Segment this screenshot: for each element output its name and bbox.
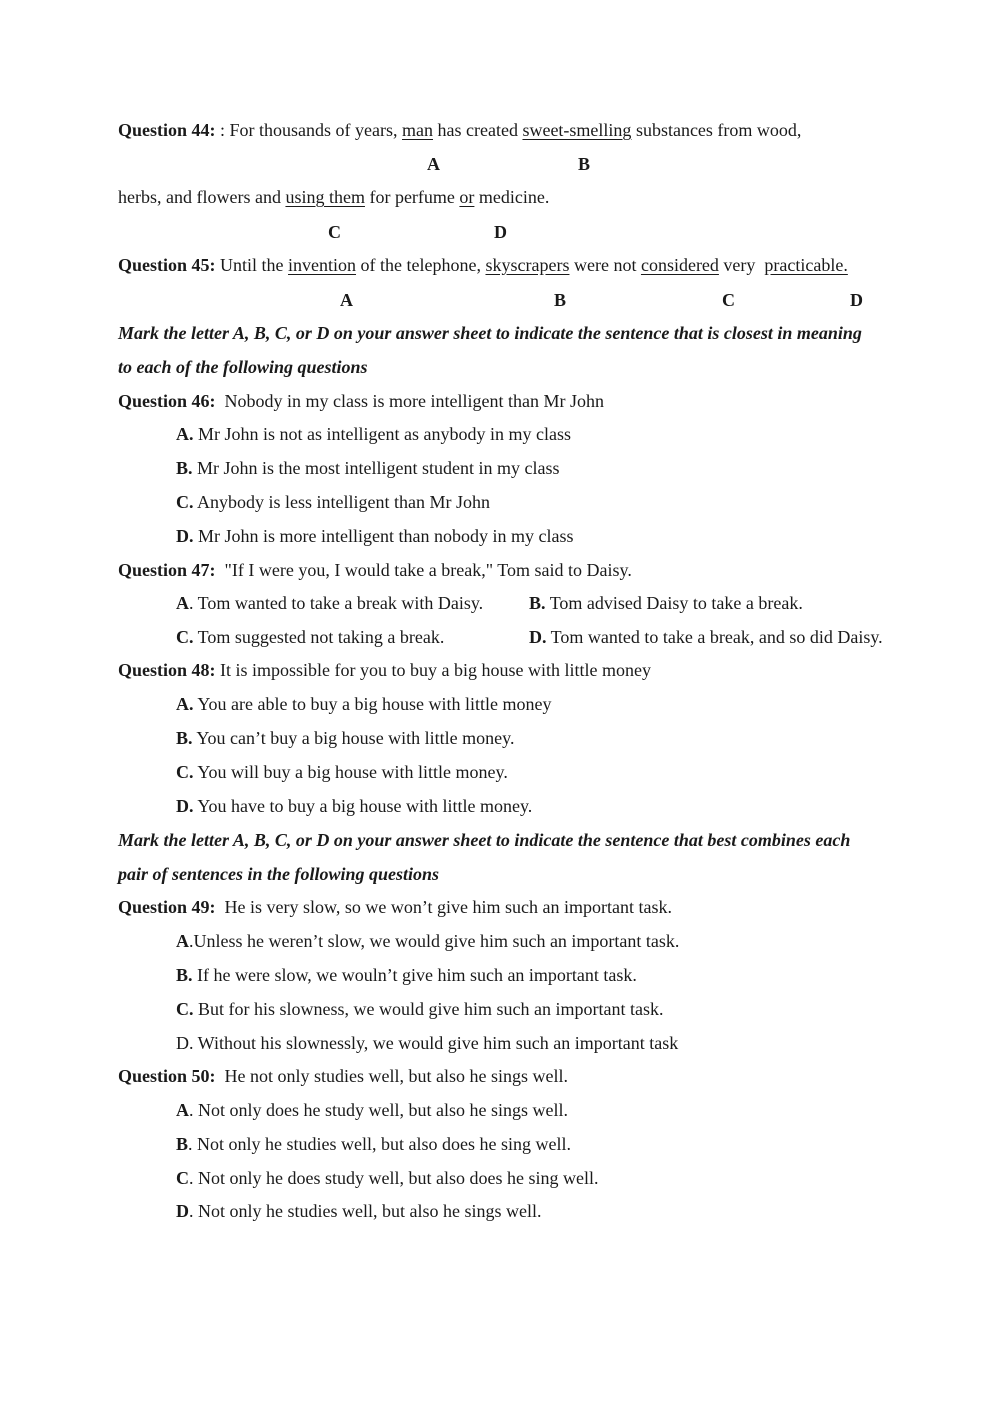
q47-option-b: B. Tom advised Daisy to take a break. [529,593,803,613]
question-48-label: Question 48: [118,660,216,680]
q45-underline-c: considered [640,255,719,275]
q44-letter-c: C [328,222,341,242]
q44-underline-a: man [402,120,433,140]
q45-letter-b: B [554,290,567,310]
question-49-stem: Question 49: He is very slow, so we won’t give him such an important task. [118,897,672,917]
question-44-line-2: herbs, and flowers and using them for perfume or medicine. [118,187,550,207]
q46-option-d: D. Mr John is more intelligent than nobody in my class [176,526,574,546]
q49-option-a: A.Unless he weren’t slow, we would give him such an important task. [176,931,680,951]
q45-underline-a: invention [288,255,357,275]
q46-option-a: A. Mr John is not as intelligent as anybody in my class [176,424,571,444]
q45-underline-d: practicable. [764,255,848,275]
q48-option-b: B. You can’t buy a big house with little money. [176,728,515,748]
q44-letter-a: A [427,154,440,174]
instruction-1-line-1: Mark the letter A, B, C, or D on your answer sheet to indicate the sentence that is closest in meaning [118,323,862,343]
q50-option-d: D. Not only he studies well, but also he sings well. [176,1201,542,1221]
q49-option-d: D. Without his slownessly, we would give him such an important task [176,1033,679,1053]
q48-option-d: D. You have to buy a big house with little money. [176,796,533,816]
q45-letter-c: C [722,290,735,310]
question-46-stem: Question 46: Nobody in my class is more intelligent than Mr John [118,391,604,411]
q46-option-c: C. Anybody is less intelligent than Mr John [176,492,490,512]
q48-option-c: C. You will buy a big house with little money. [176,762,508,782]
q47-option-a: A. Tom wanted to take a break with Daisy. [176,593,484,613]
question-45-line: Question 45: Until the invention of the telephone, skyscrapers were not considered very practicable. [118,255,848,275]
q44-underline-b: sweet-smelling [522,120,632,140]
q44-underline-c: using them [285,187,365,207]
q45-letter-a: A [340,290,353,310]
question-47-stem: Question 47: "If I were you, I would take a break," Tom said to Daisy. [118,560,632,580]
q50-option-a: A. Not only does he study well, but also he sings well. [176,1100,568,1120]
q44-letter-b: B [578,154,591,174]
question-50-stem: Question 50: He not only studies well, but also he sings well. [118,1066,568,1086]
question-46-label: Question 46: [118,391,216,411]
q46-option-b: B. Mr John is the most intelligent student in my class [176,458,560,478]
question-44-line-1: Question 44: : For thousands of years, man has created sweet-smelling substances from wood, [118,120,802,140]
q50-option-b: B. Not only he studies well, but also does he sing well. [176,1134,571,1154]
q47-option-d: D. Tom wanted to take a break, and so did Daisy. [529,627,883,647]
instruction-1-line-2: to each of the following questions [118,357,368,377]
q44-letter-d: D [494,222,507,242]
q47-option-c: C. Tom suggested not taking a break. [176,627,445,647]
q45-underline-b: skyscrapers [485,255,570,275]
q49-option-c: C. But for his slowness, we would give him such an important task. [176,999,664,1019]
question-47-label: Question 47: [118,560,216,580]
question-48-stem: Question 48: It is impossible for you to buy a big house with little money [118,660,651,680]
instruction-2-line-1: Mark the letter A, B, C, or D on your answer sheet to indicate the sentence that best combines each [118,830,851,850]
question-49-label: Question 49: [118,897,216,917]
instruction-2-line-2: pair of sentences in the following questions [118,864,440,884]
q48-option-a: A. You are able to buy a big house with little money [176,694,552,714]
question-45-label: Question 45: [118,255,216,275]
q50-option-c: C. Not only he does study well, but also does he sing well. [176,1168,599,1188]
q44-underline-d: or [459,187,475,207]
question-50-label: Question 50: [118,1066,216,1086]
question-44-label: Question 44: [118,120,216,140]
q49-option-b: B. If he were slow, we wouln’t give him such an important task. [176,965,637,985]
q45-letter-d: D [850,290,863,310]
